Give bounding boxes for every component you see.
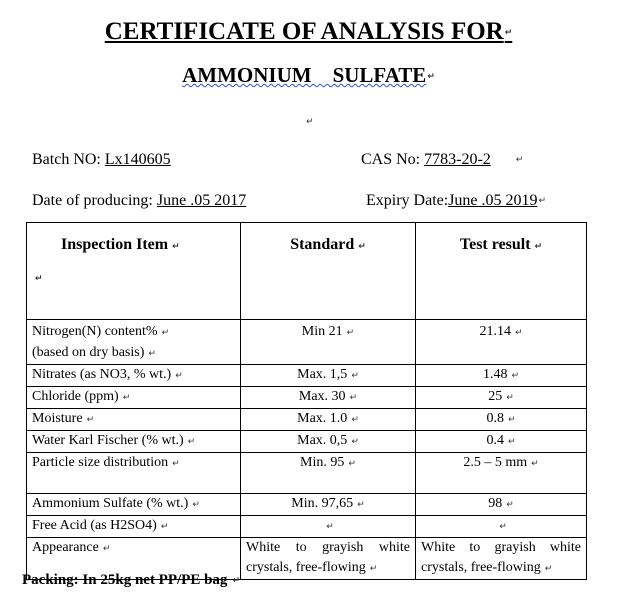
analysis-table (26, 222, 587, 580)
row-standard: Max. 1.0 ↵ (241, 409, 416, 431)
subtitle-text: AMMONIUM SULFATE (182, 63, 427, 87)
batch-line (32, 151, 183, 169)
row-result: 25 ↵ (416, 387, 587, 409)
row-standard: Max. 30 ↵ (241, 387, 416, 409)
return-mark-icon: ↵ (515, 155, 524, 166)
row-standard: Min. 95 ↵ (241, 453, 416, 494)
row-result: 1.48 ↵ (416, 365, 587, 387)
row-item: Moisture ↵ (27, 409, 241, 431)
return-mark-icon: ↵ (504, 28, 513, 39)
row-item: Particle size distribution ↵ (27, 453, 241, 494)
document-subtitle (0, 63, 617, 88)
return-mark-icon: ↵ (538, 196, 547, 207)
row-standard: Max. 1,5 ↵ (241, 365, 416, 387)
row-item: Chloride (ppm) ↵ (27, 387, 241, 409)
row-result: 0.4 ↵ (416, 431, 587, 453)
empty-paragraph-mark (305, 113, 314, 131)
row-standard: Min 21 ↵ (241, 320, 416, 365)
row-result: 98 ↵ (416, 494, 587, 516)
row-item: Nitrates (as NO3, % wt.) ↵ (27, 365, 241, 387)
expiry-label: Expiry Date: (366, 192, 449, 209)
header-standard: Standard ↵ (241, 223, 416, 320)
document-title: CERTIFICATE OF ANALYSIS FOR↵ (104, 18, 513, 45)
table-header-row (27, 223, 587, 320)
batch-value: Lx140605 (104, 151, 171, 168)
row-result: 21.14 ↵ (416, 320, 587, 365)
row-standard: Max. 0,5 ↵ (241, 431, 416, 453)
table-row (27, 409, 587, 431)
table-row (27, 516, 587, 538)
table-row (27, 431, 587, 453)
table-row (27, 365, 587, 387)
row-item: Nitrogen(N) content% ↵ (based on dry basis) ↵ (27, 320, 241, 365)
return-mark-icon: ↵ (427, 72, 435, 83)
row-standard: ↵ (241, 516, 416, 538)
table-row (27, 494, 587, 516)
header-test-result: Test result ↵ (416, 223, 587, 320)
packing-note: Packing: In 25kg net PP/PE bag ↵ (22, 572, 240, 588)
table-row (27, 453, 587, 494)
batch-label: Batch NO: (32, 151, 101, 168)
cas-value: 7783-20-2 (424, 151, 491, 168)
row-result: ↵ (416, 516, 587, 538)
date-label: Date of producing: (32, 192, 153, 209)
date-value: June .05 2017 (156, 192, 247, 209)
row-result: White to grayish white crystals, free-flowing ↵ (416, 538, 587, 580)
cas-label: CAS No: (361, 151, 421, 168)
row-standard: White to grayish white crystals, free-flowing ↵ (241, 538, 416, 580)
row-item: Free Acid (as H2SO4) ↵ (27, 516, 241, 538)
row-result: 2.5 – 5 mm ↵ (416, 453, 587, 494)
row-result: 0.8 ↵ (416, 409, 587, 431)
date-line (32, 192, 270, 210)
return-mark-icon: ↵ (232, 575, 240, 586)
row-item: Water Karl Fischer (% wt.) ↵ (27, 431, 241, 453)
table-row (27, 387, 587, 409)
row-item: Appearance ↵ (27, 538, 241, 580)
table-row (27, 320, 587, 365)
return-mark-icon: ↵ (306, 117, 314, 128)
header-inspection-item: Inspection Item ↵ ↵ (27, 223, 241, 320)
cas-line (361, 151, 523, 169)
row-item: Ammonium Sulfate (% wt.) ↵ (27, 494, 241, 516)
row-standard: Min. 97,65 ↵ (241, 494, 416, 516)
expiry-line (366, 192, 546, 210)
expiry-value: June .05 2019 (448, 192, 538, 209)
